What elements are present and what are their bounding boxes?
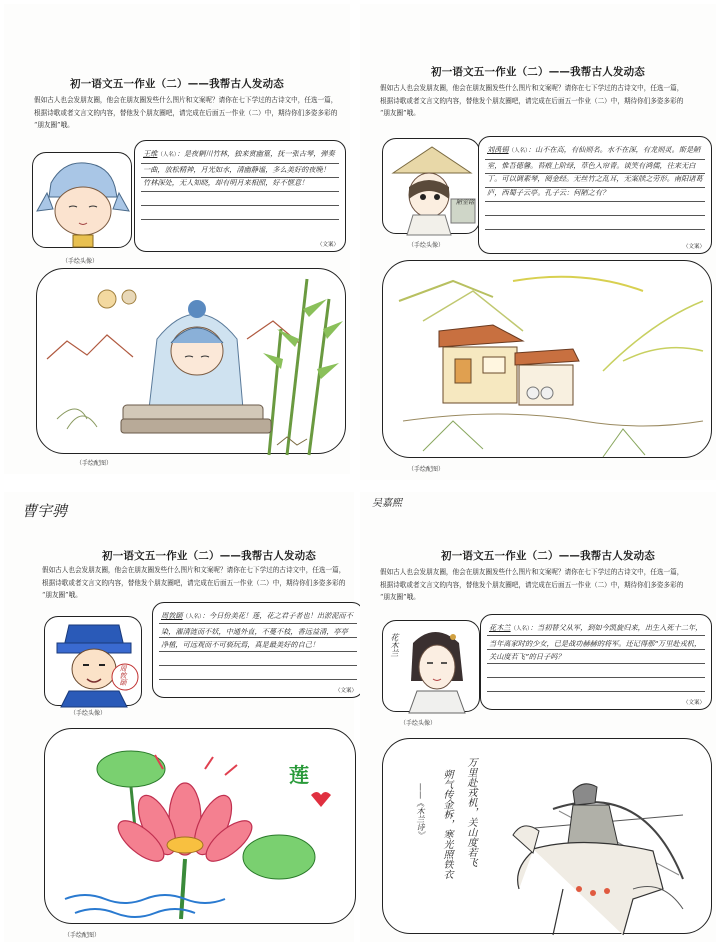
ruled-line: [141, 205, 339, 206]
copy-tag: （文案）: [316, 242, 339, 248]
copy-tag: （文案）: [682, 244, 705, 250]
post-text-box: [480, 614, 712, 710]
ruled-line: [141, 219, 339, 220]
picture-box: [44, 728, 356, 924]
worksheet-title: 初一语文五一作业（二）——我帮古人发动态: [431, 66, 645, 78]
liu-yuxi-portrait-drawing: [383, 139, 481, 235]
post-text: ：当初替父从军，到如今凯旋归来，出生入死十二年，当年离家时的少女，已是战功赫赫的将军。还记得那“万里赴戎机，关山度若飞”的日子吗？: [489, 623, 703, 662]
worksheet-hua-mulan: [360, 492, 716, 942]
ruled-line: [141, 191, 339, 192]
instructions: 假如古人也会发朋友圈，他会在朋友圈发些什么图片和文案呢？请你在七下学过的古诗文中，任选一篇， 根据诗歌或者文言文的内容，替他发个朋友圈吧，请完成在后面五一作业（二）中，期待你们多姿多彩的 “朋友圈”哦。: [380, 84, 684, 117]
avatar-label: 花木兰: [390, 633, 399, 657]
ruled-line: [485, 215, 705, 216]
avatar: [382, 138, 480, 234]
avatar: [382, 620, 480, 712]
post-text: ：山不在高，有仙则名。水不在深，有龙则灵。斯是陋室，惟吾德馨。苔痕上阶绿，草色入帘青。谈笑有鸿儒，往来无白丁。可以调素琴，阅金经。无丝竹之乱耳，无案牍之劳形。南阳诸葛庐，西蜀子云亭。孔子云：何陋之有？: [487, 145, 703, 197]
picture-caption: （手绘配图）: [408, 466, 445, 473]
humble-room-drawing: [383, 261, 713, 459]
worksheet-liu-yuxi: [360, 4, 716, 480]
picture-caption: （手绘配图）: [64, 932, 101, 939]
lotus-drawing: [45, 729, 357, 925]
name-tag: （人名）: [182, 614, 202, 620]
worksheet-wang-wei: [4, 4, 350, 474]
avatar-caption: （手绘头像）: [408, 242, 445, 249]
instructions: 假如古人也会发朋友圈，他会在朋友圈发些什么图片和文案呢？请你在七下学过的古诗文中，任选一篇， 根据诗歌或者文言文的内容，替他发个朋友圈吧，请完成在后面五一作业（二）中，期待你们多姿多彩的 “朋友圈”哦。: [380, 568, 684, 601]
picture-box: [382, 738, 712, 934]
worksheet-title: 初一语文五一作业（二）——我帮古人发动态: [441, 550, 655, 562]
bamboo-grove-guqin-drawing: [37, 269, 347, 455]
instructions: 假如古人也会发朋友圈，他会在朋友圈发些什么图片和文案呢？请你在七下学过的古诗文中，任选一篇， 根据诗歌或者文言文的内容，替他发个朋友圈吧，请完成在后面五一作业（二）中，期待你们多姿多彩的 “朋友圈”哦。: [34, 96, 338, 129]
post-author-name: 王维: [143, 149, 158, 158]
copy-tag: （文案）: [334, 688, 357, 694]
picture-box: [382, 260, 712, 458]
avatar: [32, 152, 132, 248]
picture-box: [36, 268, 346, 454]
post-content: [143, 147, 337, 190]
post-author-name: 周敦颐: [161, 611, 183, 620]
post-author-name: 花木兰: [489, 623, 511, 632]
worksheet-zhou-dunyi: [4, 492, 357, 942]
name-tag: （人名）: [510, 626, 530, 632]
post-content: [161, 609, 355, 652]
ruled-line: [485, 229, 705, 230]
post-text-box: [152, 602, 364, 698]
avatar-caption: （手绘头像）: [70, 710, 107, 717]
ruled-line: [159, 679, 357, 680]
avatar-label: 陋室铭: [455, 199, 474, 206]
avatar-caption: （手绘头像）: [62, 258, 99, 265]
avatar-caption: （手绘头像）: [400, 720, 437, 727]
post-text-box: [134, 140, 346, 252]
poem-line: 万里赴戎机，关山度若飞: [465, 757, 476, 867]
picture-caption: （手绘配图）: [76, 460, 113, 467]
name-tag: （人名）: [508, 148, 528, 154]
instructions: 假如古人也会发朋友圈，他会在朋友圈发些什么图片和文案呢？请你在七下学过的古诗文中，任选一篇， 根据诗歌或者文言文的内容，替他发个朋友圈吧，请完成在后面五一作业（二）中，期待你们多姿多彩的 “朋友圈”哦。: [42, 566, 346, 599]
ruled-line: [159, 665, 357, 666]
ruled-line: [485, 201, 705, 202]
ruled-line: [487, 691, 705, 692]
ruled-line: [487, 677, 705, 678]
poem-source: ——《木兰诗》: [416, 783, 425, 839]
post-text-box: [478, 136, 712, 254]
post-author-name: 刘禹锡: [487, 145, 509, 154]
post-content: [487, 143, 703, 199]
name-tag: （人名）: [157, 152, 177, 158]
avatar-label: 周敦颐: [119, 665, 127, 686]
student-signature: 吴嘉熙: [372, 498, 402, 509]
poem-line: 朔气传金柝，寒光照铁衣: [441, 769, 452, 879]
copy-tag: （文案）: [682, 700, 705, 706]
zhou-dunyi-portrait-drawing: [45, 617, 143, 707]
avatar: [44, 616, 142, 706]
worksheet-title: 初一语文五一作业（二）——我帮古人发动态: [70, 78, 284, 90]
post-content: [489, 621, 703, 664]
picture-label: 莲: [289, 763, 309, 787]
student-signature: 曹宇骋: [22, 502, 68, 520]
wang-wei-portrait-drawing: [33, 153, 133, 249]
post-text: ：是夜辋川竹林，独来赏幽篁，抚一张古琴，弹奏一曲，放松精神，月光如水，清幽静谧，多么美好的夜晚！竹林深处，无人知晓，却有明月来相照，好不惬意！: [143, 149, 335, 188]
mulan-horseback-archer-drawing: [383, 739, 713, 935]
worksheet-title: 初一语文五一作业（二）——我帮古人发动态: [102, 550, 316, 562]
post-text: ：今日份美花！莲，花之君子者也！出淤泥而不染，濯清涟而不妖，中通外直，不蔓不枝，香远益清，亭亭净植，可远观而不可亵玩焉，真是最美好的自己！: [161, 611, 353, 650]
